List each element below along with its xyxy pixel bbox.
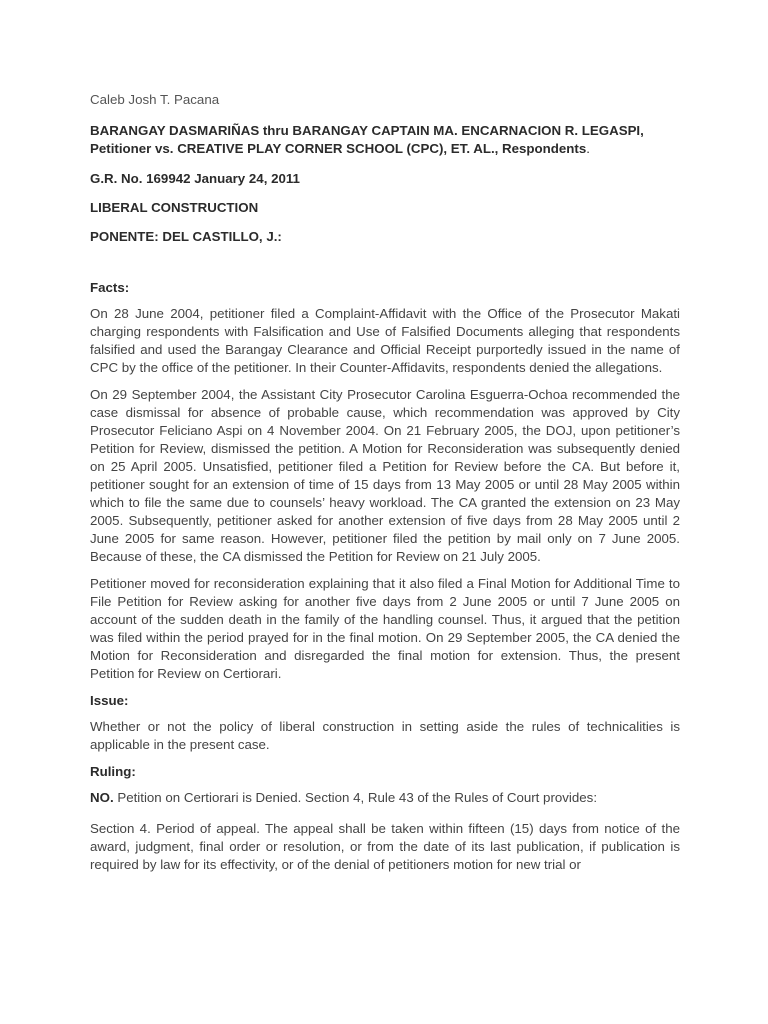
ruling-text: Petition on Certiorari is Denied. Section 4, Rule 43 of the Rules of Court provides: — [113, 790, 598, 805]
issue-heading: Issue: — [90, 693, 129, 708]
ruling-verdict: NO. — [90, 790, 114, 805]
author-name: Caleb Josh T. Pacana — [90, 92, 220, 107]
case-title-text: BARANGAY DASMARIÑAS thru BARANGAY CAPTAIN MA. ENCARNACION R. LEGASPI, Petitioner vs. CREATIVE PLAY CORNER SCHOOL (CPC), ET. AL., Respondents — [90, 123, 644, 156]
facts-paragraph-2: On 29 September 2004, the Assistant City Prosecutor Carolina Esguerra-Ochoa recommended the case dismissal for absence of probable cause, which recommendation was approved by City Prosecutor Feliciano Aspi on 4 November 2004. On 21 February 2005, the DOJ, upon petitioner’s Petition for Review, dismissed the petition. A Motion for Reconsideration was subsequently denied on 25 April 2005. Unsatisfied, petitioner filed a Petition for Review before the CA. But before it, petitioner sought for an extension of time of 15 days from 13 May 2005 or until 28 May 2005 within which to file the same due to counsels’ heavy workload. The CA granted the extension on 23 May 2005. Subsequently, petitioner asked for another extension of five days from 28 May 2005 until 2 June 2005 for same reason. However, petitioner filed the petition by mail only on 7 June 2005. Because of these, the CA dismissed the Petition for Review on 21 July 2005. — [90, 387, 680, 564]
gr-number: G.R. No. 169942 January 24, 2011 — [90, 171, 300, 186]
topic-heading: LIBERAL CONSTRUCTION — [90, 200, 259, 215]
quoted-provision: Section 4. Period of appeal. The appeal shall be taken within fifteen (15) days from notice of the award, judgment, final order or resolution, or from the date of its last publication, if publication is required by law for its effectivity, or of the denial of petitioners motion for new trial or — [90, 821, 680, 872]
ruling-paragraph — [90, 789, 680, 807]
facts-heading: Facts: — [90, 280, 130, 295]
ruling-heading: Ruling: — [90, 764, 136, 779]
facts-paragraph-1: On 28 June 2004, petitioner filed a Complaint-Affidavit with the Office of the Prosecutor Makati charging respondents with Falsification and Use of Falsified Documents alleging that respondents falsified and used the Barangay Clearance and Official Receipt purportedly issued in the name of CPC by the office of the petitioner. In their Counter-Affidavits, respondents denied the allegations. — [90, 306, 680, 375]
ponente: PONENTE: DEL CASTILLO, J.: — [90, 229, 282, 244]
case-title-period: . — [586, 141, 590, 156]
issue-text: Whether or not the policy of liberal construction in setting aside the rules of technicalities is applicable in the present case. — [90, 719, 680, 752]
facts-paragraph-3: Petitioner moved for reconsideration explaining that it also filed a Final Motion for Additional Time to File Petition for Review asking for another five days from 2 June 2005 or until 7 June 2005 on account of the sudden death in the family of the handling counsel. Thus, it argued that the petition was filed within the period prayed for in the final motion. On 29 September 2005, the CA denied the Motion for Reconsideration and disregarded the final motion for extension. Thus, the present Petition for Review on Certiorari. — [90, 576, 680, 681]
case-title — [90, 122, 680, 158]
quoted-provision-container — [90, 820, 680, 874]
